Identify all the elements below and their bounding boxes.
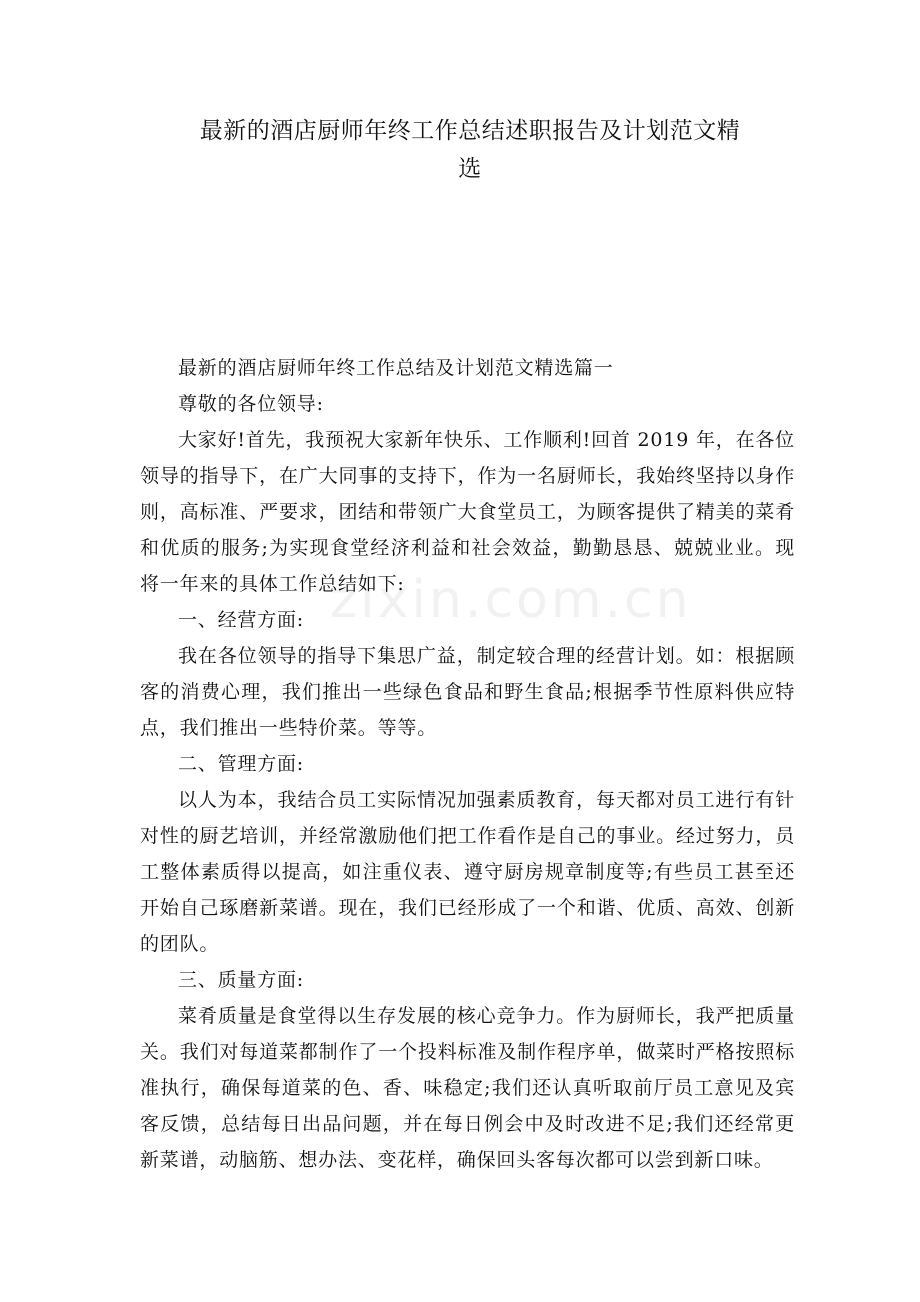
subheading-quality: 三、质量方面: — [178, 969, 305, 991]
title-line-2: 选 — [458, 156, 482, 182]
document-body — [140, 350, 795, 1178]
title-line-1: 最新的酒店厨师年终工作总结述职报告及计划范文精 — [199, 118, 741, 144]
subheading-management: 二、管理方面: — [178, 753, 305, 775]
subheading-operations: 一、经营方面: — [178, 609, 305, 631]
section-heading: 最新的酒店厨师年终工作总结及计划范文精选篇一 — [178, 357, 614, 379]
operations-paragraph: 我在各位领导的指导下集思广益，制定较合理的经营计划。如：根据顾客的消费心理，我们推出一些绿色食品和野生食品;根据季节性原料供应特点，我们推出一些特价菜。等等。 — [140, 645, 795, 739]
salutation: 尊敬的各位领导: — [178, 393, 324, 415]
document-title — [160, 112, 780, 188]
watermark: zixin.com.cn — [330, 570, 692, 630]
intro-paragraph: 大家好!首先，我预祝大家新年快乐、工作顺利!回首 2019 年，在各位领导的指导下，在广大同事的支持下，作为一名厨师长，我始终坚持以身作则，高标准、严要求，团结和带领广大食堂员工，为顾客提供了精美的菜肴和优质的服务;为实现食堂经济利益和社会效益，勤勤恳恳、兢兢业业。现将一年来的具体工作总结如下: — [140, 429, 795, 595]
quality-paragraph: 菜肴质量是食堂得以生存发展的核心竞争力。作为厨师长，我严把质量关。我们对每道菜都制作了一个投料标准及制作程序单，做菜时严格按照标准执行，确保每道菜的色、香、味稳定;我们还认真听取前厅员工意见及宾客反馈，总结每日出品问题，并在每日例会中及时改进不足;我们还经常更新菜谱，动脑筋、想办法、变花样，确保回头客每次都可以尝到新口味。 — [140, 1005, 795, 1171]
management-paragraph: 以人为本，我结合员工实际情况加强素质教育，每天都对员工进行有针对性的厨艺培训，并经常激励他们把工作看作是自己的事业。经过努力，员工整体素质得以提高，如注重仪表、遵守厨房规章制度等;有些员工甚至还开始自己琢磨新菜谱。现在，我们已经形成了一个和谐、优质、高效、创新的团队。 — [140, 789, 795, 955]
